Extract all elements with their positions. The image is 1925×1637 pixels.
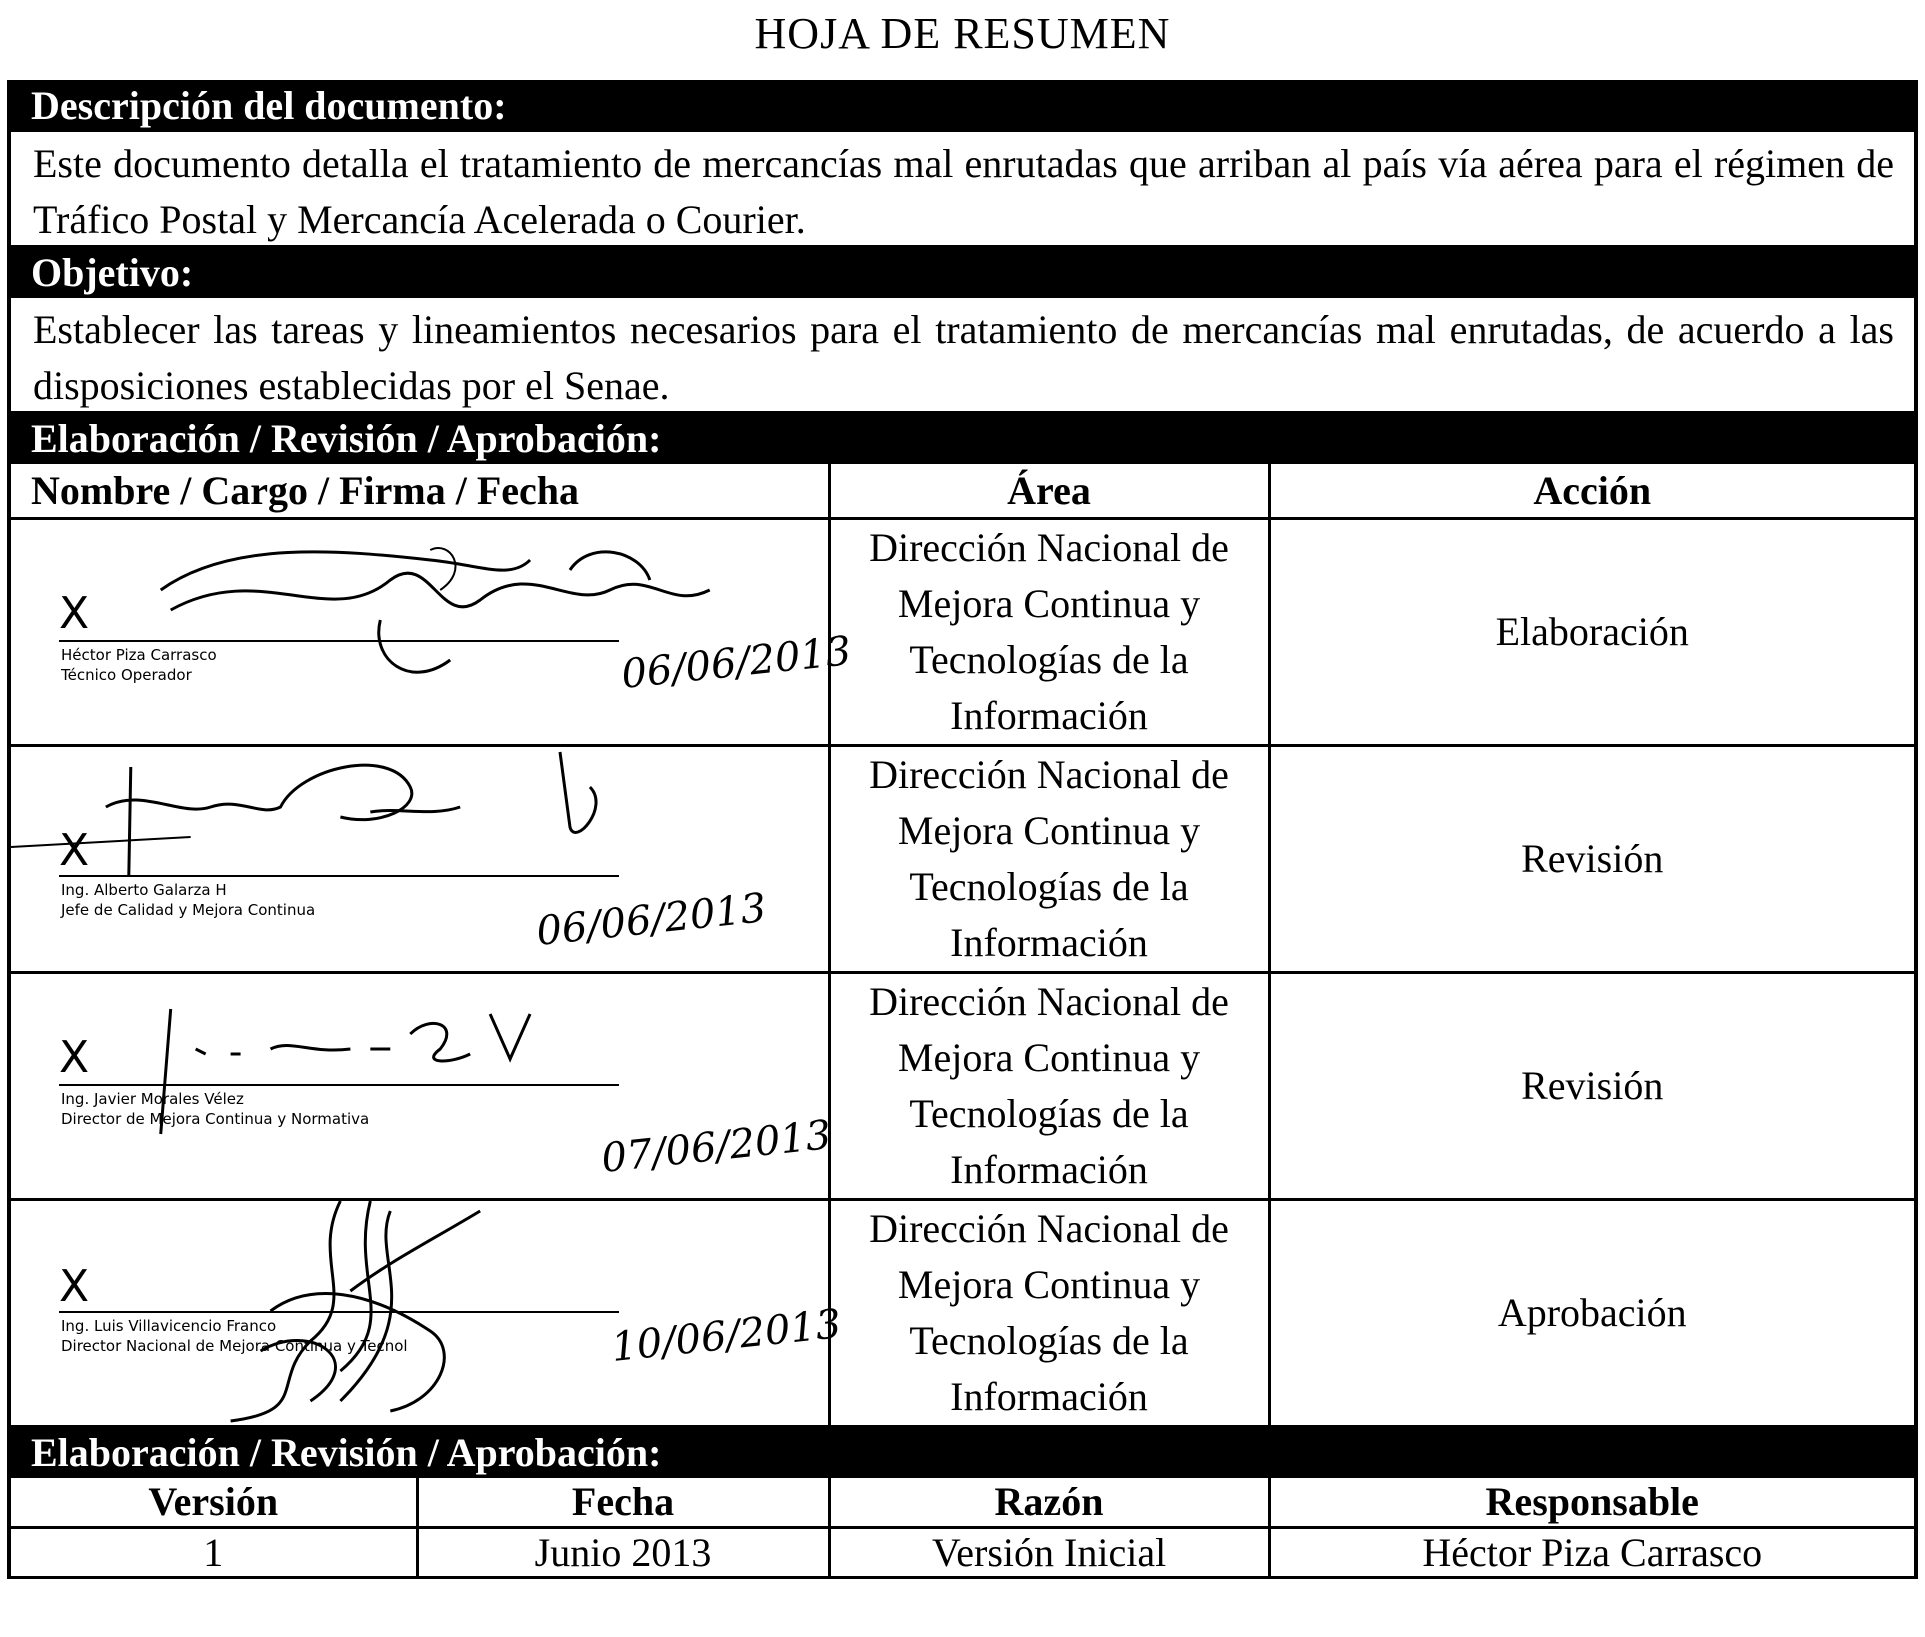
table-row: [11, 518, 1914, 745]
description-text: Este documento detalla el tratamiento de mercancías mal enrutadas que arriban al país vía aérea para el régimen de Tráfico Postal y Mercancía Acelerada o Courier.: [11, 132, 1914, 248]
signer-name: Ing. Javier Morales Vélez: [61, 1089, 244, 1108]
signature-line: [59, 1084, 619, 1086]
column-header-name: Nombre / Cargo / Firma / Fecha: [11, 464, 829, 518]
signature-cell: [11, 972, 834, 1199]
approvals-table: [11, 464, 1914, 1428]
action-cell: Elaboración: [1269, 518, 1914, 745]
description-heading: Descripción del documento:: [11, 80, 1914, 132]
table-row: [11, 1199, 1914, 1426]
versions-heading: Elaboración / Revisión / Aprobación:: [11, 1428, 1914, 1478]
signer-position: Director Nacional de Mejora Continua y Tecnol: [61, 1336, 408, 1355]
x-mark: X: [59, 587, 90, 639]
summary-table: [7, 80, 1918, 1579]
objective-heading: Objetivo:: [11, 248, 1914, 298]
column-header-responsible: Responsable: [1269, 1478, 1914, 1528]
column-header-action: Acción: [1269, 464, 1914, 518]
table-row: [11, 972, 1914, 1199]
date-cell: Junio 2013: [417, 1528, 829, 1578]
table-row: [11, 745, 1914, 972]
signer-position: Director de Mejora Continua y Normativa: [61, 1109, 370, 1128]
table-row: [11, 1528, 1914, 1578]
area-cell: Dirección Nacional de Mejora Continua y Tecnologías de la Información: [829, 518, 1269, 745]
signature-date: 06/06/2013: [619, 627, 854, 698]
version-cell: 1: [11, 1528, 417, 1578]
signature-line: [59, 640, 619, 642]
versions-table: [11, 1478, 1914, 1580]
area-cell: Dirección Nacional de Mejora Continua y Tecnologías de la Información: [829, 1199, 1269, 1426]
action-cell: Revisión: [1269, 745, 1914, 972]
signature-cell: [11, 1199, 844, 1426]
reason-cell: Versión Inicial: [829, 1528, 1269, 1578]
responsible-cell: Héctor Piza Carrasco: [1269, 1528, 1914, 1578]
column-header-date: Fecha: [417, 1478, 829, 1528]
column-header-version: Versión: [11, 1478, 417, 1528]
handwritten-signature: [11, 1201, 828, 1425]
approvals-header-row: [11, 464, 1914, 518]
signature-line: [59, 875, 619, 877]
action-cell: Aprobación: [1269, 1199, 1914, 1426]
action-cell: Revisión: [1269, 972, 1914, 1199]
signature-date: 06/06/2013: [534, 884, 769, 955]
column-header-reason: Razón: [829, 1478, 1269, 1528]
signature-cell: [11, 745, 829, 972]
approvals-heading: Elaboración / Revisión / Aprobación:: [11, 414, 1914, 464]
document-title: HOJA DE RESUMEN: [754, 9, 1171, 58]
signer-name: Ing. Alberto Galarza H: [61, 880, 227, 899]
column-header-area: Área: [829, 464, 1269, 518]
x-mark: X: [59, 824, 90, 876]
handwritten-signature: [11, 520, 828, 744]
x-mark: X: [59, 1260, 90, 1312]
area-cell: Dirección Nacional de Mejora Continua y Tecnologías de la Información: [829, 972, 1269, 1199]
signature-date: 07/06/2013: [599, 1111, 834, 1182]
objective-text: Establecer las tareas y lineamientos necesarios para el tratamiento de mercancías mal enrutadas, de acuerdo a las disposiciones establecidas por el Senae.: [11, 298, 1914, 414]
signature-cell: [11, 518, 854, 745]
area-cell: Dirección Nacional de Mejora Continua y Tecnologías de la Información: [829, 745, 1269, 972]
signature-line: [59, 1311, 619, 1313]
versions-header-row: [11, 1478, 1914, 1528]
signer-name: Héctor Piza Carrasco: [61, 645, 217, 664]
x-mark: X: [59, 1031, 90, 1083]
signature-date: 10/06/2013: [609, 1300, 844, 1371]
signer-name: Ing. Luis Villavicencio Franco: [61, 1316, 277, 1335]
signer-position: Jefe de Calidad y Mejora Continua: [61, 900, 316, 919]
signer-position: Técnico Operador: [61, 665, 192, 684]
